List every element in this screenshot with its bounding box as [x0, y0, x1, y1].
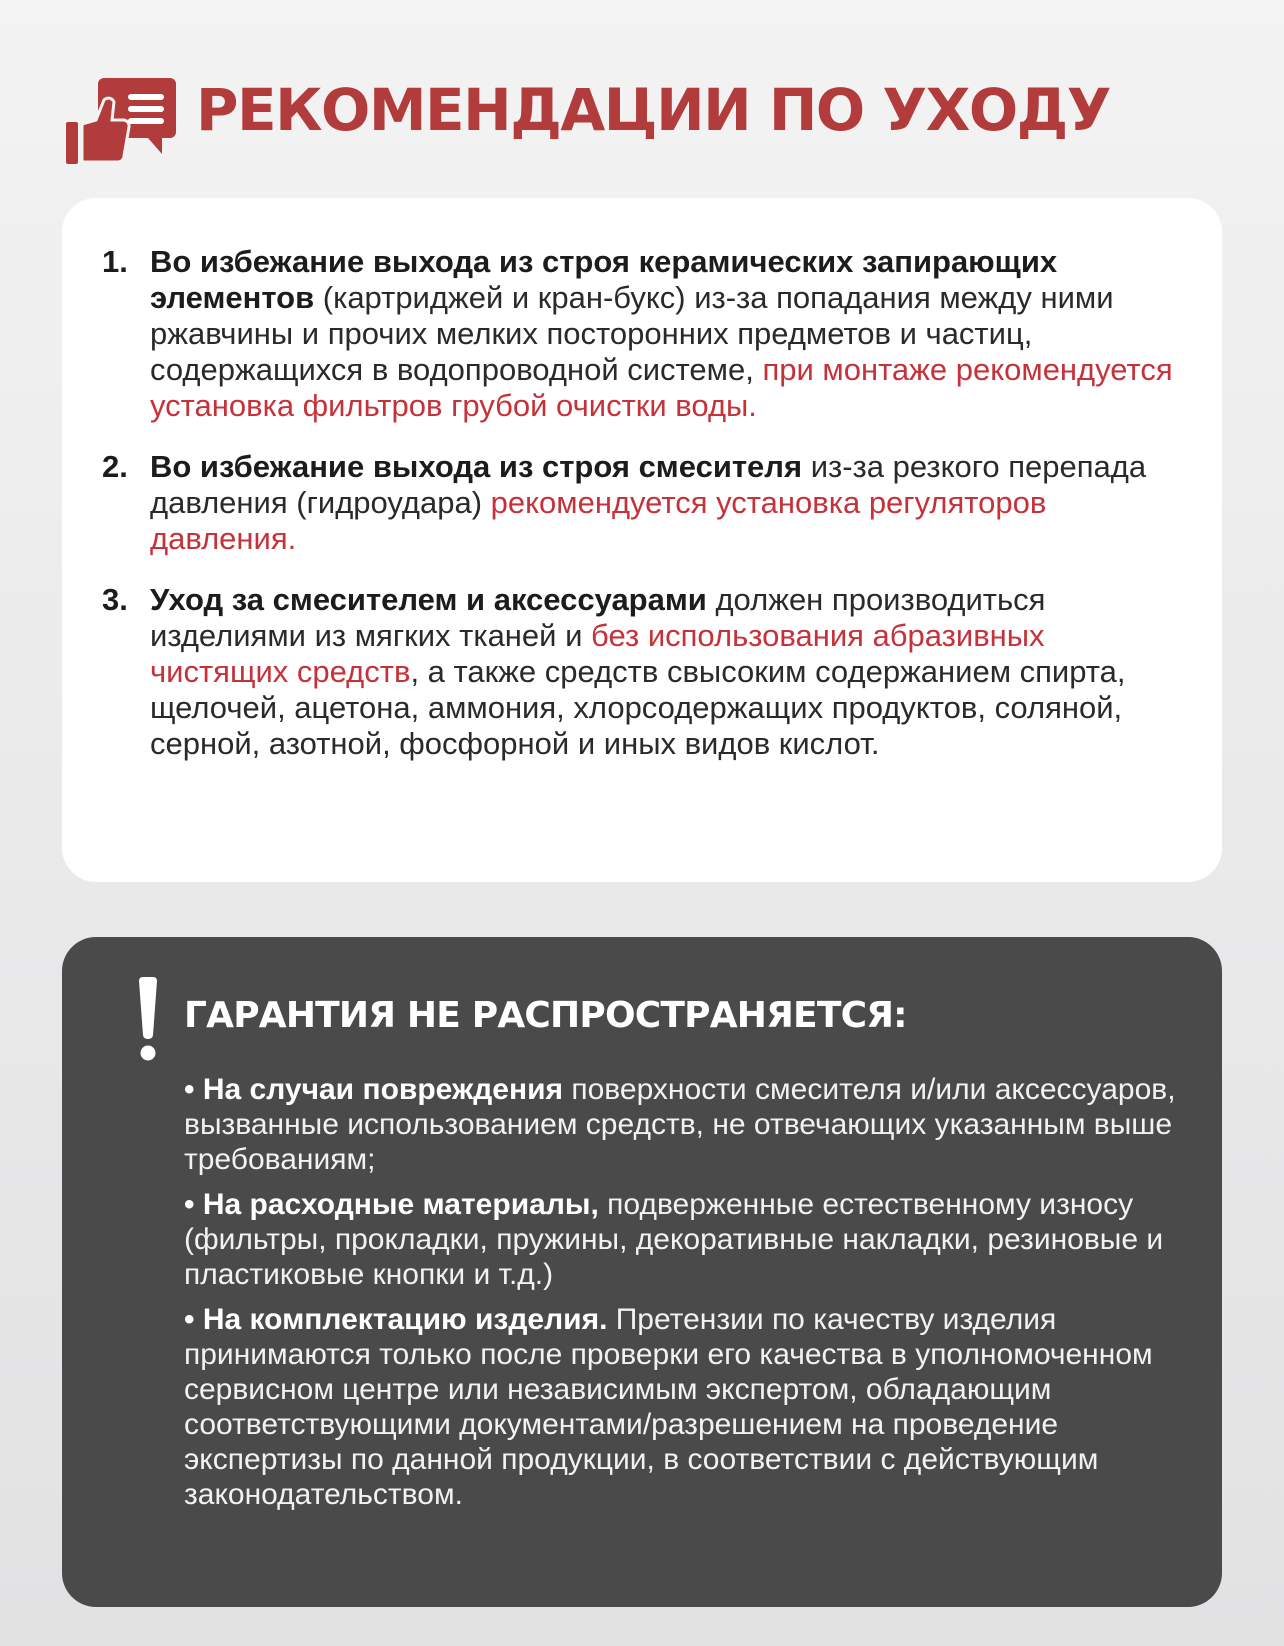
bullet: •	[184, 1073, 195, 1106]
recommendation-item	[102, 449, 1182, 557]
item-number: 2.	[102, 449, 128, 484]
recommendation-highlight-text: при монтаже рекомендуется установка фильтров грубой очистки воды.	[150, 352, 1173, 423]
bullet: •	[184, 1188, 195, 1221]
recommendation-normal-text: должен производиться изделиями из мягких тканей и	[150, 582, 1046, 653]
recommendation-normal-text: из-за резкого перепада давления (гидроудара)	[150, 449, 1147, 520]
warranty-bold-text: На расходные материалы,	[202, 1188, 599, 1221]
item-number: 3.	[102, 582, 128, 617]
warranty-bold-text: На комплектацию изделия.	[202, 1303, 608, 1336]
warranty-bold-text: На случаи повреждения	[202, 1073, 564, 1106]
recommendation-bold-text: Во избежание выхода из строя смесителя	[150, 449, 803, 484]
recommendation-highlight-text: рекомендуется установка регуляторов давления.	[150, 485, 1047, 556]
recommendation-item	[102, 244, 1182, 424]
exclamation-icon	[136, 977, 160, 1061]
warranty-normal-text: Претензии по качеству изделия принимаются только после проверки его качества в уполномоченном сервисном центре или независимым экспертом, обладающим соответствующими документами/разрешением на проведение экспертизы по данной продукции, в соответствии с действующим законодательством.	[184, 1303, 1153, 1511]
page-title: РЕКОМЕНДАЦИИ ПО УХОДУ	[196, 76, 1111, 144]
warranty-header	[102, 977, 1182, 1072]
recommendation-text	[150, 582, 1182, 762]
header	[66, 70, 1226, 190]
recommendation-text	[150, 449, 1182, 557]
item-number: 1.	[102, 244, 128, 279]
warranty-normal-text: поверхности смесителя и/или аксессуаров, вызванные использованием средств, не отвечающих указанным выше требованиям;	[184, 1073, 1176, 1176]
recommendation-tail-text: , а также средств свысоким содержанием спирта, щелочей, ацетона, аммония, хлорсодержащих продуктов, соляной, серной, азотной, фосфорной и иных видов кислот.	[150, 654, 1126, 761]
warranty-item	[102, 1302, 1182, 1512]
recommendation-text	[150, 244, 1182, 424]
warranty-card	[62, 937, 1222, 1607]
bullet: •	[184, 1303, 195, 1336]
recommendation-highlight-text: без использования абразивных чистящих средств	[150, 618, 1045, 689]
recommendation-bold-text: Во избежание выхода из строя керамических запирающих элементов	[150, 244, 1058, 315]
recommendation-normal-text: (картриджей и кран-букс) из-за попадания между ними ржавчины и прочих мелких посторонних предметов и частиц, содержащихся в водопроводной системе,	[150, 280, 1114, 387]
warranty-item	[102, 1072, 1182, 1177]
warranty-title: ГАРАНТИЯ НЕ РАСПРОСТРАНЯЕТСЯ:	[184, 995, 907, 1036]
warranty-normal-text: подверженные естественному износу (фильтры, прокладки, пружины, декоративные накладки, резиновые и пластиковые кнопки и т.д.)	[184, 1188, 1164, 1291]
warranty-item	[102, 1187, 1182, 1292]
recommendations-card	[62, 198, 1222, 882]
recommendation-item	[102, 582, 1182, 762]
thumbs-up-document-icon	[66, 74, 178, 166]
recommendation-bold-text: Уход за смесителем и аксессуарами	[150, 582, 707, 617]
